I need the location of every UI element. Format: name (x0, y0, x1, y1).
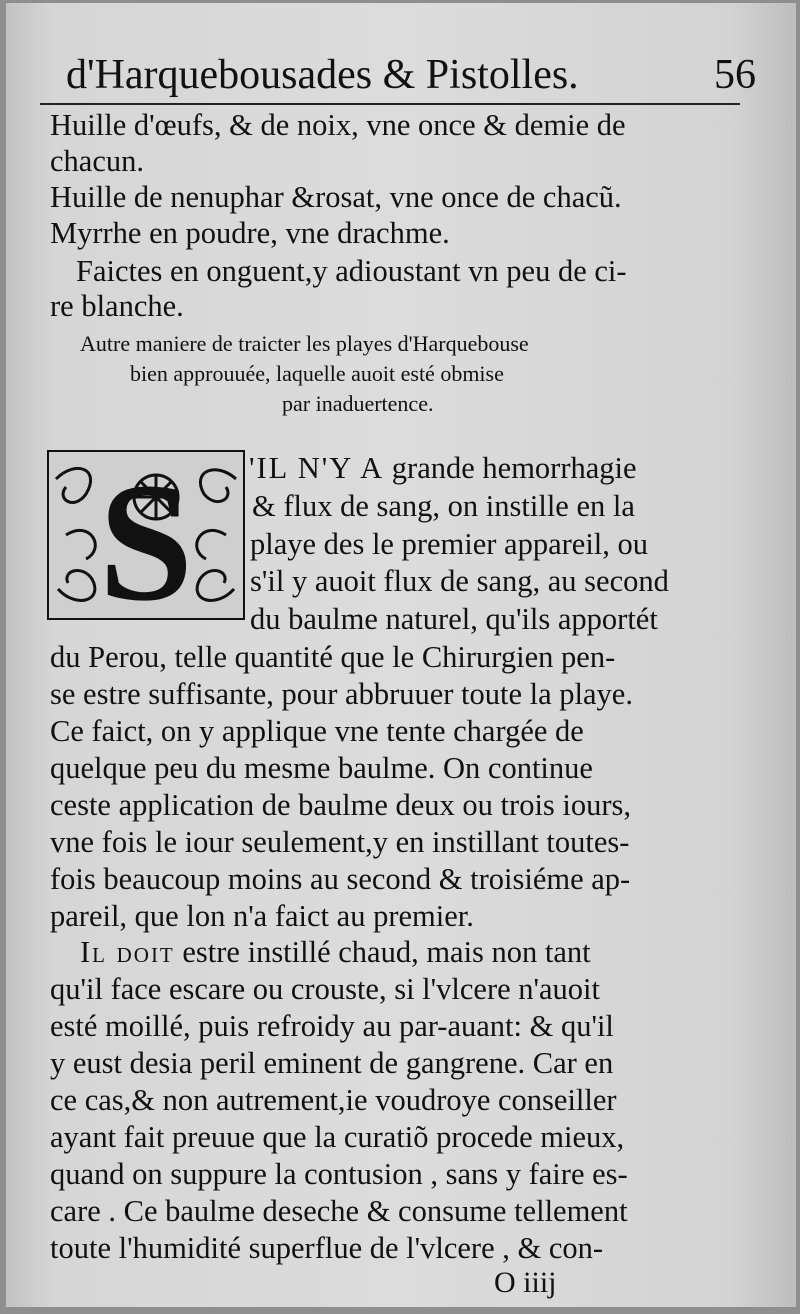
running-head-title: d'Harquebousades & Pistolles. (66, 52, 579, 98)
text-line: y eust desia peril eminent de gangrene. Car en (50, 1046, 614, 1080)
text-line: ayant fait preuue que la curatiõ procede mieux, (50, 1120, 625, 1154)
text-line: ceste application de baulme deux ou trois iours, (50, 788, 632, 822)
lead-small-caps: 'IL N'Y A (249, 451, 385, 485)
caption-line: par inaduertence. (282, 391, 434, 416)
text-line: se estre suffisante, pour abbruuer toute la playe. (50, 677, 633, 711)
text-line: Myrrhe en poudre, vne drachme. (50, 216, 450, 250)
paragraph-first-line (249, 450, 637, 486)
header-rule (40, 103, 740, 105)
book-page (6, 3, 796, 1307)
paragraph-first-line (80, 934, 591, 970)
decorated-initial-letter (46, 449, 246, 621)
text-line: playe des le premier appareil, ou (250, 527, 649, 561)
caption-line: bien approuuée, laquelle auoit esté obmise (130, 361, 504, 386)
text-line: s'il y auoit flux de sang, au second (250, 564, 669, 598)
text-line: esté moillé, puis refroidy au par-auant: & qu'il (50, 1009, 614, 1043)
text-line: Huille d'œufs, & de noix, vne once & demie de (50, 108, 626, 142)
text-line: re blanche. (50, 289, 184, 323)
text-line: toute l'humidité superflue de l'vlcere , & con- (50, 1231, 604, 1265)
caption-line: Autre maniere de traicter les playes d'Harquebouse (80, 331, 529, 356)
initial-letter: S (98, 449, 194, 621)
text-line: Huille de nenuphar &rosat, vne once de chacũ. (50, 180, 622, 214)
text-line: Ce faict, on y applique vne tente chargée de (50, 714, 584, 748)
text-line: du baulme naturel, qu'ils apportét (250, 602, 658, 636)
signature-mark: O iiij (494, 1266, 557, 1299)
text-line: & flux de sang, on instille en la (252, 489, 635, 523)
text-line: ce cas,& non autrement,ie voudroye conseiller (50, 1083, 617, 1117)
text-line: Faictes en onguent,y adioustant vn peu de ci- (76, 254, 627, 288)
page-number: 56 (714, 52, 756, 98)
text-line: chacun. (50, 144, 144, 178)
lead-small-caps: Il doit (80, 935, 175, 969)
text-line: qu'il face escare ou crouste, si l'vlcere n'auoit (50, 972, 600, 1006)
text-line: quand on suppure la contusion , sans y faire es- (50, 1157, 628, 1191)
text-line: fois beaucoup moins au second & troisiéme ap- (50, 862, 631, 896)
text-line: grande hemorrhagie (384, 451, 637, 485)
text-line: quelque peu du mesme baulme. On continue (50, 751, 593, 785)
running-head (66, 49, 756, 101)
text-line: vne fois le iour seulement,y en instillant toutes- (50, 825, 630, 859)
text-line: pareil, que lon n'a faict au premier. (50, 899, 474, 933)
text-line: du Perou, telle quantité que le Chirurgien pen- (50, 640, 616, 674)
text-line: estre instillé chaud, mais non tant (174, 935, 591, 969)
text-line: care . Ce baulme deseche & consume tellement (50, 1194, 628, 1228)
